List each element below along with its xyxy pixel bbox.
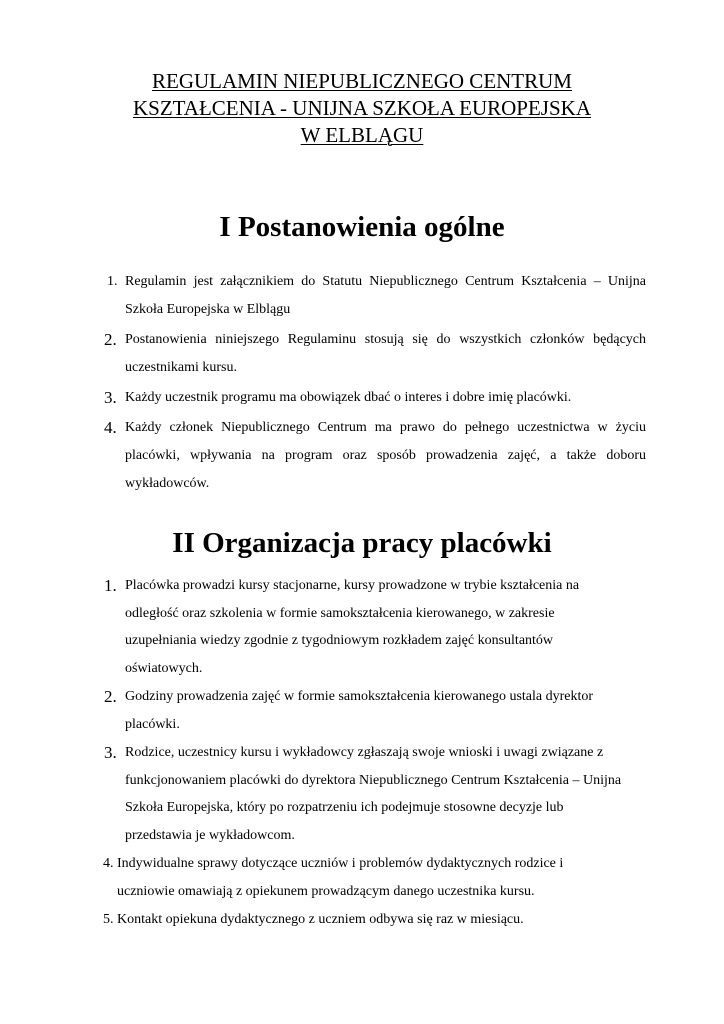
list-item bbox=[99, 850, 646, 905]
item-text-line: placówki. bbox=[125, 716, 180, 732]
item-text bbox=[117, 906, 646, 934]
item-text-line: odległość oraz szkolenia w formie samokształcenia kierowanego, w zakresie bbox=[125, 605, 555, 621]
list-item bbox=[104, 414, 646, 498]
item-text-line: uczniowie omawiają z opiekunem prowadzącym danego uczestnika kursu. bbox=[117, 883, 535, 899]
item-text-line: Godziny prowadzenia zajęć w formie samokształcenia kierowanego ustala dyrektor bbox=[125, 689, 594, 704]
item-number: 4. bbox=[104, 418, 117, 437]
item-text bbox=[117, 850, 646, 905]
list-item bbox=[104, 683, 646, 738]
section-heading-general-provisions: I Postanowienia ogólne bbox=[219, 211, 505, 243]
item-number: 1. bbox=[104, 576, 117, 595]
item-number: 1. bbox=[107, 274, 118, 289]
list-item bbox=[99, 906, 646, 934]
item-text bbox=[125, 739, 646, 849]
item-text-line: oświatowych. bbox=[125, 660, 203, 676]
item-text bbox=[125, 572, 646, 682]
list-item bbox=[104, 326, 646, 382]
item-text-line: Szkoła Europejska, który po rozpatrzeniu ich podejmuje stosowne decyzje lub bbox=[125, 800, 564, 815]
item-text-line: Rodzice, uczestnicy kursu i wykładowcy zgłaszają swoje wnioski i uwagi związane z bbox=[125, 745, 604, 760]
list-item bbox=[104, 268, 646, 324]
item-text bbox=[125, 683, 646, 738]
item-number: 4. bbox=[103, 856, 114, 871]
item-text-line: Placówka prowadzi kursy stacjonarne, kursy prowadzone w trybie kształcenia na bbox=[125, 578, 580, 593]
general-provisions-list bbox=[104, 268, 646, 498]
item-number: 2. bbox=[104, 330, 117, 349]
item-number: 3. bbox=[104, 743, 117, 762]
item-text-line: Kontakt opiekuna dydaktycznego z uczniem odbywa się raz w miesiącu. bbox=[117, 912, 524, 927]
section-heading-organization: II Organizacja pracy placówki bbox=[172, 527, 552, 559]
item-text-line: funkcjonowaniem placówki do dyrektora Niepublicznego Centrum Kształcenia – Unijna bbox=[125, 772, 622, 788]
title-line-3: W ELBLĄGU bbox=[300, 123, 424, 147]
title-line-1: REGULAMIN NIEPUBLICZNEGO CENTRUM bbox=[152, 69, 572, 93]
item-text: Regulamin jest załącznikiem do Statutu Niepublicznego Centrum Kształcenia – Unijna Szkoła Europejska w Elblągu bbox=[125, 274, 646, 317]
item-text-line: przedstawia je wykładowcom. bbox=[125, 827, 295, 843]
item-number: 2. bbox=[104, 687, 117, 706]
list-item bbox=[104, 384, 646, 412]
list-item bbox=[104, 739, 646, 849]
list-item bbox=[104, 572, 646, 682]
item-text: Każdy członek Niepublicznego Centrum ma prawo do pełnego uczestnictwa w życiu placówki, wpływania na program oraz sposób prowadzenia zajęć, a także doboru wykładowców. bbox=[125, 420, 646, 491]
item-text-line: uzupełniania wiedzy zgodnie z tygodniowym rozkładem zajęć konsultantów bbox=[125, 633, 554, 648]
item-text: Postanowienia niniejszego Regulaminu stosują się do wszystkich członków będących uczestnikami kursu. bbox=[125, 332, 646, 375]
organization-list bbox=[104, 572, 646, 934]
item-number: 5. bbox=[103, 912, 114, 927]
item-number: 3. bbox=[104, 388, 117, 407]
item-text-line: Indywidualne sprawy dotyczące uczniów i problemów dydaktycznych rodzice i bbox=[117, 856, 564, 871]
document-title bbox=[60, 68, 664, 149]
title-line-2: KSZTAŁCENIA - UNIJNA SZKOŁA EUROPEJSKA bbox=[132, 96, 591, 120]
item-text: Każdy uczestnik programu ma obowiązek dbać o interes i dobre imię placówki. bbox=[125, 390, 572, 405]
